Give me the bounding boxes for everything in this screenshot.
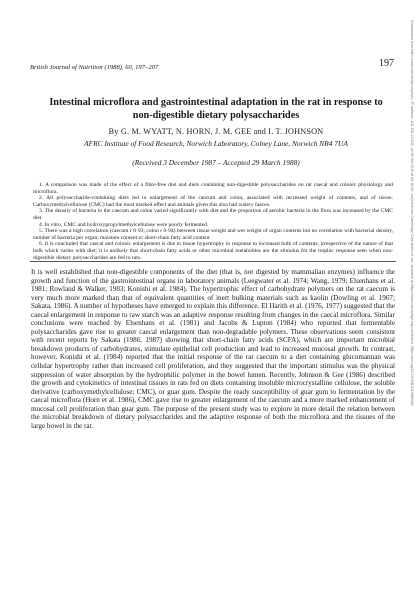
author-line: By G. M. WYATT, N. HORN, J. M. GEE and I. T. JOHNSON	[108, 127, 324, 136]
introduction-paragraph: It is well established that non-digestible components of the diet (that is, not digested by mammalian enzymes) influence the growth and function of the gastrointestinal organs in laboratory animals (Leegwater et al. 1974; Wang, 1979; Elsenhans et al. 1981; Rowland & Walker, 1983; Konishi et al. 1984). The hypertrophic effect of carbohydrate polymers on the rat caecum is very much more marked than that of equivalent quantities of inert bulking materials such as kaolin (Dowling et al. 1967; Sakata, 1986). A number of hypotheses have emerged to explain this difference. El Harith et al. (1976, 1977) suggested that the caecal enlargement in response to raw starch was an adaptive response resulting from changes in the caecal microflora. Similar conclusions were reached by Elsenhans et al. (1981) and Jacobs & Lupton (1984) who reported that fermentable polysaccharides gave rise to greater caecal enlargement than non-degradable polymers. These observations seem consistent with recent reports by Sakata (1986, 1987) showing that short-chain fatty acids (SCFA), which are important microbial breakdown products of carbohydrates, stimulate epithelial cell production and lead to increased mucosal growth. In contrast, however, Konishi et al. (1984) reported that the initial response of the rat caecum to a diet containing glucomannan was cellular hypertrophy rather than increased cell proliferation, and they suggested that the important stimulus was the physical suppression of water absorption by the hydrophilic polymer in the bowel lumen. Recently, Johnson & Gee (1986) described the growth and cytokinetics of intestinal tissues in rats fed on diets containing insoluble microcrystalline cellulose, the soluble derivative (carboxymethylcellulose; CMC), or guar gum. Despite the ready susceptibility of guar gum to fermentation by the caecal microflora (Horn et al. 1986), CMC gave rise to greater enlargement of the caecum and a more marked enhancement of mucosal cell proliferation than guar gum. The purpose of the present study was to explore in more detail the relation between the microbial breakdown of dietary polysaccharides and the adaptive response of both the microflora and the tissues of the large bowel in the rat.	[31, 268, 395, 430]
affiliation: AFRC Institute of Food Research, Norwich Laboratory, Colney Lane, Norwich NR4 7UA	[84, 139, 348, 148]
download-notice	[407, 20, 415, 580]
received-accepted-dates: (Received 3 December 1987 – Accepted 29 March 1988)	[132, 158, 300, 167]
abstract-point: 5. There was a high correlation (caecum r 0·93; colon r 0·94) between tissue weight and wet weight of organ contents but no correlation with bacterial density, number of bacteria per organ, moisture content or short-chain fatty acid content.	[33, 228, 393, 241]
download-notice-text: Downloaded from https://www.cambridge.org/core. IP address: 101.181.23.105, on 06 Oct 2019 at 09:16:06, subject to the Cambridge Core terms of use, available at https://www.cambridge.org/core/terms. https://doi.org/10.1079/BJN19880088	[410, 20, 414, 406]
page-number: 197	[379, 58, 394, 69]
abstract-divider	[30, 261, 396, 262]
article-title: Intestinal microflora and gastrointestinal adaptation in the rat in response to non-digestible dietary polysaccharides	[49, 97, 383, 121]
abstract	[33, 182, 393, 261]
abstract-point: 4. In vitro, CMC and hydroxypropylmethylcellulose were poorly fermented.	[39, 221, 209, 228]
abstract-point: 1. A comparison was made of the effect of a fibre-free diet and diets containing non-digestible polysaccharides on rat caecal and colonic physiology and microflora.	[33, 182, 393, 195]
abstract-point: 2. All polysaccharide-containing diets led to enlargement of the caecum and colon, associated with increased weight of contents, and of tissue. Carboxymethylcellulose (CMC) had the most marked effect and animals given this also had watery faeces.	[33, 195, 393, 208]
abstract-point: 6. It is concluded that caecal and colonic enlargement is due to tissue hypertrophy in response to increased bulk of contents, irrespective of the nature of that bulk which varies with diet; it is unlikely that short-chain fatty acids or other microbial metabolites are the stimulus for the trophic response seen when non-digestible dietary polysaccharides are fed to rats.	[33, 241, 393, 261]
journal-reference: British Journal of Nutrition (1988), 60, 197–207	[30, 64, 159, 71]
abstract-point: 3. The density of bacteria in the caecum and colon varied significantly with diet and the proportion of aerobic bacteria in the flora was increased by the CMC diet.	[33, 208, 393, 221]
